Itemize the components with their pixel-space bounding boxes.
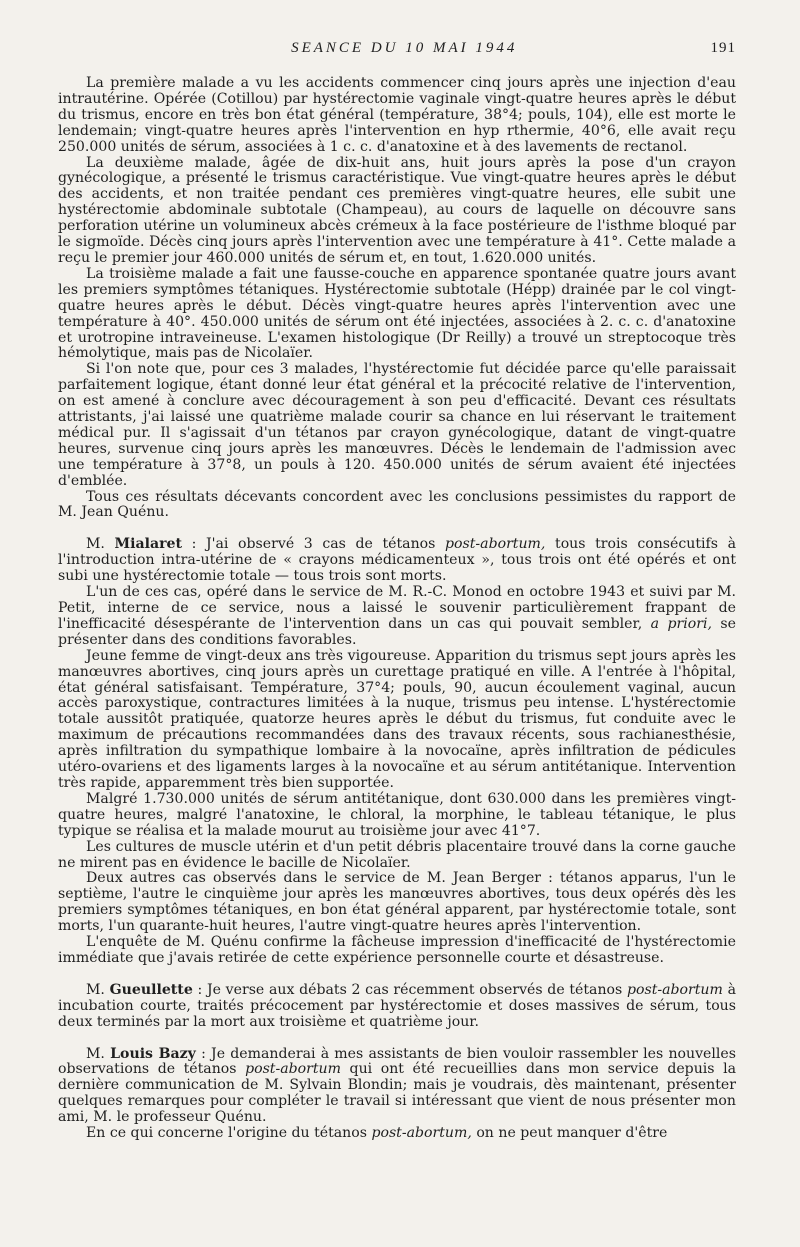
paragraph: Tous ces résultats décevants concordent avec les conclusions pessimistes du rapport de M. Jean Quénu.	[58, 488, 736, 521]
paragraph: Les cultures de muscle utérin et d'un petit débris placentaire trouvé dans la corne gauche ne mirent pas en évidence le bacille de Nicolaïer.	[58, 838, 736, 871]
paragraph-text: : Je verse aux débats 2 cas récemment observés de tétanos	[192, 981, 627, 998]
paragraph: Deux autres cas observés dans le service de M. Jean Berger : tétanos apparus, l'un le septième, l'autre le cinquième jour après les manœuvres abortives, tous deux opérés dès les premiers symptômes tétaniques, en bon état général apparent, par hystérectomie totale, sont morts, l'un quarante-huit heures, l'autre vingt-quatre heures après l'intervention.	[58, 870, 736, 935]
speaker-name: Louis Bazy	[110, 1045, 196, 1062]
italic-term: post-abortum	[626, 981, 723, 998]
paragraph	[58, 585, 736, 649]
paragraph-text: En ce qui concerne l'origine du tétanos	[86, 1125, 372, 1142]
paragraph: Jeune femme de vingt-deux ans très vigoureuse. Apparition du trismus sept jours après les manœuvres abortives, cinq jours après un curettage pratiqué en ville. A l'entrée à l'hôpital, état général satisfaisant. Température, 37°4; pouls, 90, aucun écoulement vaginal, aucun accès paroxystique, contractures limitées à la nuque, trismus peu intense. L'hystérectomie totale aussitôt pratiquée, quatorze heures après le début du trismus, fut conduite avec le maximum de précautions recommandées dans des travaux récents, sous rachianesthésie, après infiltration du sympathique lombaire à la novocaïne, après infiltration de pédicules utéro-ovariens et des ligaments larges à la novocaïne et au sérum antitétanique. Intervention très rapide, apparemment très bien supportée.	[58, 647, 736, 791]
paragraph: Si l'on note que, pour ces 3 malades, l'hystérectomie fut décidée parce qu'elle paraissait parfaitement logique, étant donné leur état général et la précocité relative de l'intervention, on est amené à conclure avec découragement à son peu d'efficacité. Devant ces résultats attristants, j'ai laissé une quatrième malade courir sa chance en lui réservant le traitement médical pur. Il s'agissait d'un tétanos par crayon gynécologique, datant de vingt-quatre heures, survenue cinq jours après les manœuvres. Décès le lendemain de l'admission avec une température à 37°8, un pouls à 120. 450.000 unités de sérum avaient été injectées d'emblée.	[58, 361, 736, 489]
paragraph: La première malade a vu les accidents commencer cinq jours après une injection d'eau intrautérine. Opérée (Cotillou) par hystérectomie vaginale vingt-quatre heures après le début du trismus, encore en très bon état général (température, 38°4; pouls, 104), elle est morte le lendemain; vingt-quatre heures après l'intervention en hyp rthermie, 40°6, elle avait reçu 250.000 unités de sérum, associées à 1 c. c. d'anatoxine et à des lavements de rectanol.	[58, 75, 736, 155]
italic-term: post-abortum,	[445, 536, 546, 553]
paragraph-text: on ne peut manquer d'être	[471, 1125, 668, 1142]
paragraph-text: tous trois consécutifs à l'introduction intra-utérine de « crayons médicamenteux », tous trois ont été opérés et ont subi une hystérectomie totale — tous trois sont morts.	[58, 536, 736, 585]
paragraph-text: : Je demanderai à mes assistants de bien vouloir rassembler les nouvelles observations de tétanos	[58, 1045, 736, 1078]
paragraph-text: : J'ai observé 3 cas de tétanos	[182, 536, 445, 553]
speaker-name: Mialaret	[114, 536, 183, 553]
paragraph-text: L'un de ces cas, opéré dans le service de M. R.-C. Monod en octobre 1943 et suivi par M. Petit, interne de ce service, nous a laissé le souvenir particulièrement frappant de l'inefficacité désespérante de l'intervention dans un cas qui pouvait sembler,	[58, 584, 736, 632]
speaker-prefix: M.	[86, 536, 115, 553]
document-body	[58, 76, 736, 1142]
speaker-prefix: M.	[86, 981, 110, 998]
italic-term: post-abortum,	[371, 1125, 472, 1142]
page-number: 191	[710, 40, 736, 56]
paragraph: L'enquête de M. Quénu confirme la fâcheuse impression d'inefficacité de l'hystérectomie immédiate que j'avais retirée de cette expérience personnelle courte et désastreuse.	[58, 934, 736, 966]
paragraph: La troisième malade a fait une fausse-couche en apparence spontanée quatre jours avant les premiers symptômes tétaniques. Hystérectomie subtotale (Hépp) drainée par le col vingt-quatre heures après le début. Décès vingt-quatre heures après l'intervention avec une température à 40°. 450.000 unités de sérum ont été injectées, associées à 2. c. c. d'anatoxine et urotropine intraveineuse. L'examen histologique (Dr Reilly) a trouvé un streptocoque très hémolytique, mais pas de Nicolaïer.	[58, 265, 736, 362]
paragraph-bazy	[58, 1047, 736, 1127]
paragraph: Malgré 1.730.000 unités de sérum antitétanique, dont 630.000 dans les premières vingt-quatre heures, malgré l'anatoxine, le chloral, la morphine, le tableau tétanique, le plus typique se réalisa et la malade mourut au troisième jour avec 41°7.	[58, 790, 736, 839]
italic-term: a priori,	[650, 615, 712, 632]
paragraph-text: qui ont été recueillies dans mon service depuis la dernière communication de M. Sylvain Blondin; mais je voudrais, dès maintenant, présenter quelques remarques pour compléter le travail si intéressant que vient de nous présenter mon ami, M. le professeur Quénu.	[58, 1061, 736, 1126]
session-title: SEANCE DU 10 MAI 1944	[291, 40, 518, 56]
speaker-prefix: M.	[86, 1045, 111, 1062]
running-header	[58, 40, 736, 68]
paragraph: La deuxième malade, âgée de dix-huit ans, huit jours après la pose d'un crayon gynécologique, a présenté le trismus caractéristique. Vue vingt-quatre heures après le début des accidents, et non traitée pendant ces premières vingt-quatre heures, elle subit une hystérectomie abdominale subtotale (Champeau), au cours de laquelle on découvre sans perforation utérine un volumineux abcès crémeux à la face postérieure de l'isthme bloqué par le sigmoïde. Décès cinq jours après l'intervention avec une température à 41°. Cette malade a reçu le premier jour 460.000 unités de sérum et, en tout, 1.620.000 unités.	[58, 154, 736, 266]
paragraph	[58, 1126, 736, 1142]
paragraph-text: se présenter dans des conditions favorables.	[58, 615, 736, 648]
speaker-name: Gueullette	[109, 981, 193, 998]
paragraph-text: à incubation courte, traités précocement par hystérectomie et doses massives de sérum, tous deux terminés par la mort aux troisième et quatrième jour.	[58, 981, 736, 1030]
paragraph-gueullette	[58, 983, 736, 1031]
paragraph-mialaret	[58, 537, 736, 585]
italic-term: post-abortum	[245, 1061, 341, 1078]
